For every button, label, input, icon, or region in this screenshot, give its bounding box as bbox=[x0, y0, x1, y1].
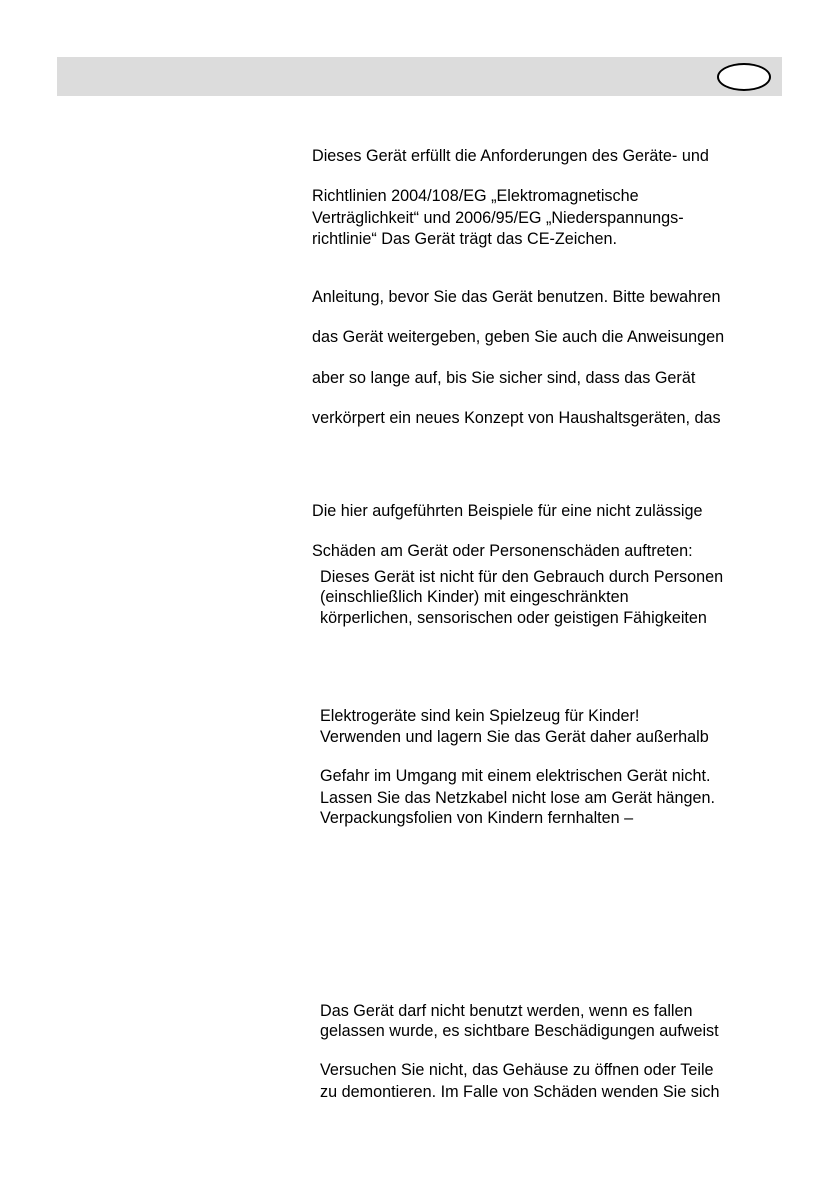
children-line-4: Lassen Sie das Netzkabel nicht lose am Gerät hängen. bbox=[320, 789, 716, 807]
instructions-line-3: aber so lange auf, bis Sie sicher sind, dass das Gerät bbox=[312, 369, 696, 387]
directives-line-3: richtlinie“ Das Gerät trägt das CE-Zeichen. bbox=[312, 230, 617, 248]
children-line-3: Gefahr im Umgang mit einem elektrischen Gerät nicht. bbox=[320, 767, 711, 785]
persons-line-1: Dieses Gerät ist nicht für den Gebrauch durch Personen bbox=[320, 568, 724, 586]
misuse-line-1: Die hier aufgeführten Beispiele für eine nicht zulässige bbox=[312, 502, 703, 520]
persons-line-2: (einschließlich Kinder) mit eingeschränkten bbox=[320, 588, 629, 606]
instructions-line-4: verkörpert ein neues Konzept von Haushaltsgeräten, das bbox=[312, 409, 721, 427]
damage-line-3: Versuchen Sie nicht, das Gehäuse zu öffnen oder Teile bbox=[320, 1061, 714, 1079]
damage-line-1: Das Gerät darf nicht benutzt werden, wenn es fallen bbox=[320, 1002, 693, 1020]
intro-line-1: Dieses Gerät erfüllt die Anforderungen des Geräte- und bbox=[312, 147, 709, 165]
language-badge-oval bbox=[717, 63, 771, 91]
children-line-5: Verpackungsfolien von Kindern fernhalten – bbox=[320, 809, 634, 827]
instructions-line-1: Anleitung, bevor Sie das Gerät benutzen. Bitte bewahren bbox=[312, 288, 721, 306]
section-header-bar bbox=[57, 57, 782, 96]
misuse-line-2: Schäden am Gerät oder Personenschäden auftreten: bbox=[312, 542, 693, 560]
instructions-line-2: das Gerät weitergeben, geben Sie auch die Anweisungen bbox=[312, 328, 725, 346]
persons-line-3: körperlichen, sensorischen oder geistigen Fähigkeiten bbox=[320, 609, 707, 627]
directives-line-1: Richtlinien 2004/108/EG „Elektromagnetische bbox=[312, 187, 639, 205]
directives-line-2: Verträglichkeit“ und 2006/95/EG „Niederspannungs- bbox=[312, 209, 684, 227]
damage-line-2: gelassen wurde, es sichtbare Beschädigungen aufweist bbox=[320, 1022, 719, 1040]
children-line-1: Elektrogeräte sind kein Spielzeug für Kinder! bbox=[320, 707, 640, 725]
damage-line-4: zu demontieren. Im Falle von Schäden wenden Sie sich bbox=[320, 1083, 720, 1101]
children-line-2: Verwenden und lagern Sie das Gerät daher außerhalb bbox=[320, 728, 709, 746]
